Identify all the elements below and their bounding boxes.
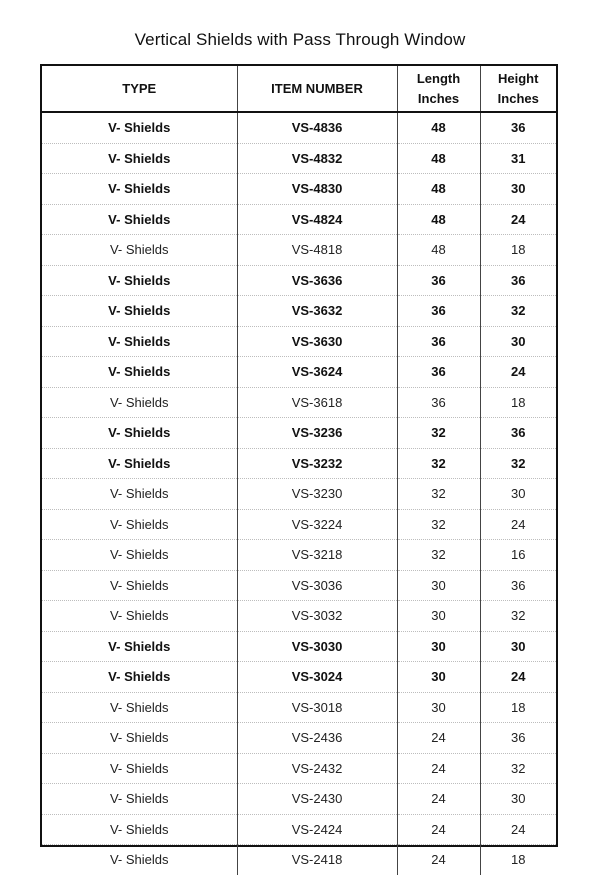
- cell-type: V- Shields: [42, 692, 237, 723]
- cell-height: 31: [480, 143, 556, 174]
- table-header-row: [42, 66, 556, 112]
- cell-height: 36: [480, 570, 556, 601]
- cell-height: 24: [480, 814, 556, 845]
- table-row: [42, 601, 556, 632]
- table-row: [42, 631, 556, 662]
- cell-length: 30: [397, 692, 480, 723]
- cell-height: 32: [480, 601, 556, 632]
- cell-item-number: VS-3224: [237, 509, 397, 540]
- cell-type: V- Shields: [42, 143, 237, 174]
- cell-height: 18: [480, 845, 556, 875]
- cell-item-number: VS-4830: [237, 174, 397, 205]
- cell-height: 30: [480, 479, 556, 510]
- table-row: [42, 357, 556, 388]
- table-row: [42, 814, 556, 845]
- cell-type: V- Shields: [42, 784, 237, 815]
- table-row: [42, 143, 556, 174]
- cell-height: 36: [480, 723, 556, 754]
- cell-height: 36: [480, 112, 556, 143]
- cell-height: 24: [480, 357, 556, 388]
- cell-length: 32: [397, 509, 480, 540]
- cell-item-number: VS-3630: [237, 326, 397, 357]
- cell-item-number: VS-3032: [237, 601, 397, 632]
- cell-item-number: VS-3236: [237, 418, 397, 449]
- cell-length: 36: [397, 387, 480, 418]
- cell-length: 30: [397, 570, 480, 601]
- cell-item-number: VS-2436: [237, 723, 397, 754]
- cell-height: 18: [480, 387, 556, 418]
- cell-item-number: VS-4824: [237, 204, 397, 235]
- cell-height: 30: [480, 631, 556, 662]
- cell-type: V- Shields: [42, 723, 237, 754]
- cell-height: 30: [480, 784, 556, 815]
- cell-item-number: VS-2432: [237, 753, 397, 784]
- page-title: Vertical Shields with Pass Through Window: [134, 30, 466, 49]
- spec-table-frame: [40, 64, 558, 868]
- cell-item-number: VS-3024: [237, 662, 397, 693]
- table-row: [42, 204, 556, 235]
- cell-type: V- Shields: [42, 174, 237, 205]
- column-header-type: TYPE: [42, 66, 237, 112]
- cell-height: 30: [480, 174, 556, 205]
- cell-length: 48: [397, 174, 480, 205]
- cell-type: V- Shields: [42, 204, 237, 235]
- cell-length: 36: [397, 296, 480, 327]
- cell-height: 24: [480, 509, 556, 540]
- cell-type: V- Shields: [42, 570, 237, 601]
- table-row: [42, 692, 556, 723]
- cell-type: V- Shields: [42, 540, 237, 571]
- cell-type: V- Shields: [109, 852, 169, 868]
- table-row: [42, 540, 556, 571]
- cell-length: 30: [397, 631, 480, 662]
- cell-type: V- Shields: [42, 631, 237, 662]
- cell-type: V- Shields: [42, 235, 237, 266]
- cell-height: 32: [480, 753, 556, 784]
- cell-type: V- Shields: [42, 418, 237, 449]
- table-row: [42, 448, 556, 479]
- column-header-length-line2: Inches: [417, 90, 460, 106]
- table-row: [42, 235, 556, 266]
- cell-item-number: VS-3018: [237, 692, 397, 723]
- cell-length: 24: [397, 723, 480, 754]
- column-header-length: [397, 66, 480, 112]
- cell-height: 24: [480, 204, 556, 235]
- table-row: [42, 265, 556, 296]
- column-header-length-line1: Length: [416, 70, 461, 86]
- cell-type: V- Shields: [42, 601, 237, 632]
- cell-height: 16: [480, 540, 556, 571]
- cell-length: 30: [397, 601, 480, 632]
- cell-item-number: VS-3636: [237, 265, 397, 296]
- cell-type: V- Shields: [42, 479, 237, 510]
- cell-height: 32: [480, 448, 556, 479]
- cell-item-number: VS-3632: [237, 296, 397, 327]
- spec-table: [42, 66, 556, 875]
- cell-type: V- Shields: [42, 112, 237, 143]
- table-row: [42, 174, 556, 205]
- cell-type: V- Shields: [42, 662, 237, 693]
- table-body: [42, 112, 556, 875]
- cell-item-number: VS-3030: [237, 631, 397, 662]
- cell-length: 36: [397, 326, 480, 357]
- cell-length: 36: [397, 265, 480, 296]
- table-row: [42, 753, 556, 784]
- cell-height: 30: [480, 326, 556, 357]
- cell-length: 32: [397, 448, 480, 479]
- cell-length: 24: [397, 814, 480, 845]
- column-header-item-number: ITEM NUMBER: [237, 66, 397, 112]
- cell-type: V- Shields: [42, 509, 237, 540]
- table-row: [42, 784, 556, 815]
- table-row: [42, 112, 556, 143]
- table-row: [42, 509, 556, 540]
- cell-height: 24: [480, 662, 556, 693]
- cell-item-number: VS-2424: [237, 814, 397, 845]
- table-row: [42, 418, 556, 449]
- column-header-height-line1: Height: [498, 70, 539, 86]
- cell-height: 36: [480, 418, 556, 449]
- cell-type: V- Shields: [42, 753, 237, 784]
- cell-length: 48: [397, 143, 480, 174]
- cell-length: 48: [397, 204, 480, 235]
- table-row: [42, 570, 556, 601]
- cell-height: 18: [480, 235, 556, 266]
- cell-length: 36: [397, 357, 480, 388]
- cell-type: V- Shields: [42, 357, 237, 388]
- cell-length: 32: [397, 418, 480, 449]
- cell-type: V- Shields: [42, 265, 237, 296]
- cell-length: 30: [397, 662, 480, 693]
- table-row: [42, 479, 556, 510]
- cell-item-number: VS-3036: [237, 570, 397, 601]
- cell-item-number: VS-3624: [237, 357, 397, 388]
- cell-type: V- Shields: [42, 448, 237, 479]
- cell-length: 48: [397, 235, 480, 266]
- cell-height: 18: [480, 692, 556, 723]
- cell-height: 32: [480, 296, 556, 327]
- cell-length: 24: [397, 753, 480, 784]
- table-row: [42, 387, 556, 418]
- cell-length: 32: [397, 479, 480, 510]
- column-header-height-line2: Inches: [497, 90, 539, 106]
- cell-type: V- Shields: [42, 814, 237, 845]
- table-row: [42, 296, 556, 327]
- cell-item-number: VS-2430: [237, 784, 397, 815]
- cell-item-number: VS-4818: [237, 235, 397, 266]
- cell-length: 24: [397, 784, 480, 815]
- cell-height: 36: [480, 265, 556, 296]
- cell-length: 24: [397, 845, 480, 875]
- table-row: [42, 845, 556, 875]
- cell-type: V- Shields: [42, 296, 237, 327]
- cell-item-number: VS-3230: [237, 479, 397, 510]
- cell-item-number: VS-4836: [237, 112, 397, 143]
- table-row: [42, 723, 556, 754]
- cell-length: 32: [397, 540, 480, 571]
- cell-type: V- Shields: [42, 387, 237, 418]
- table-row: [42, 662, 556, 693]
- table-row: [42, 326, 556, 357]
- cell-item-number: VS-3232: [237, 448, 397, 479]
- cell-type: V- Shields: [42, 326, 237, 357]
- cell-item-number: VS-3618: [237, 387, 397, 418]
- cell-item-number: VS-3218: [237, 540, 397, 571]
- column-header-height: [480, 66, 556, 112]
- cell-item-number: VS-2418: [237, 845, 397, 875]
- cell-item-number: VS-4832: [237, 143, 397, 174]
- cell-length: 48: [397, 112, 480, 143]
